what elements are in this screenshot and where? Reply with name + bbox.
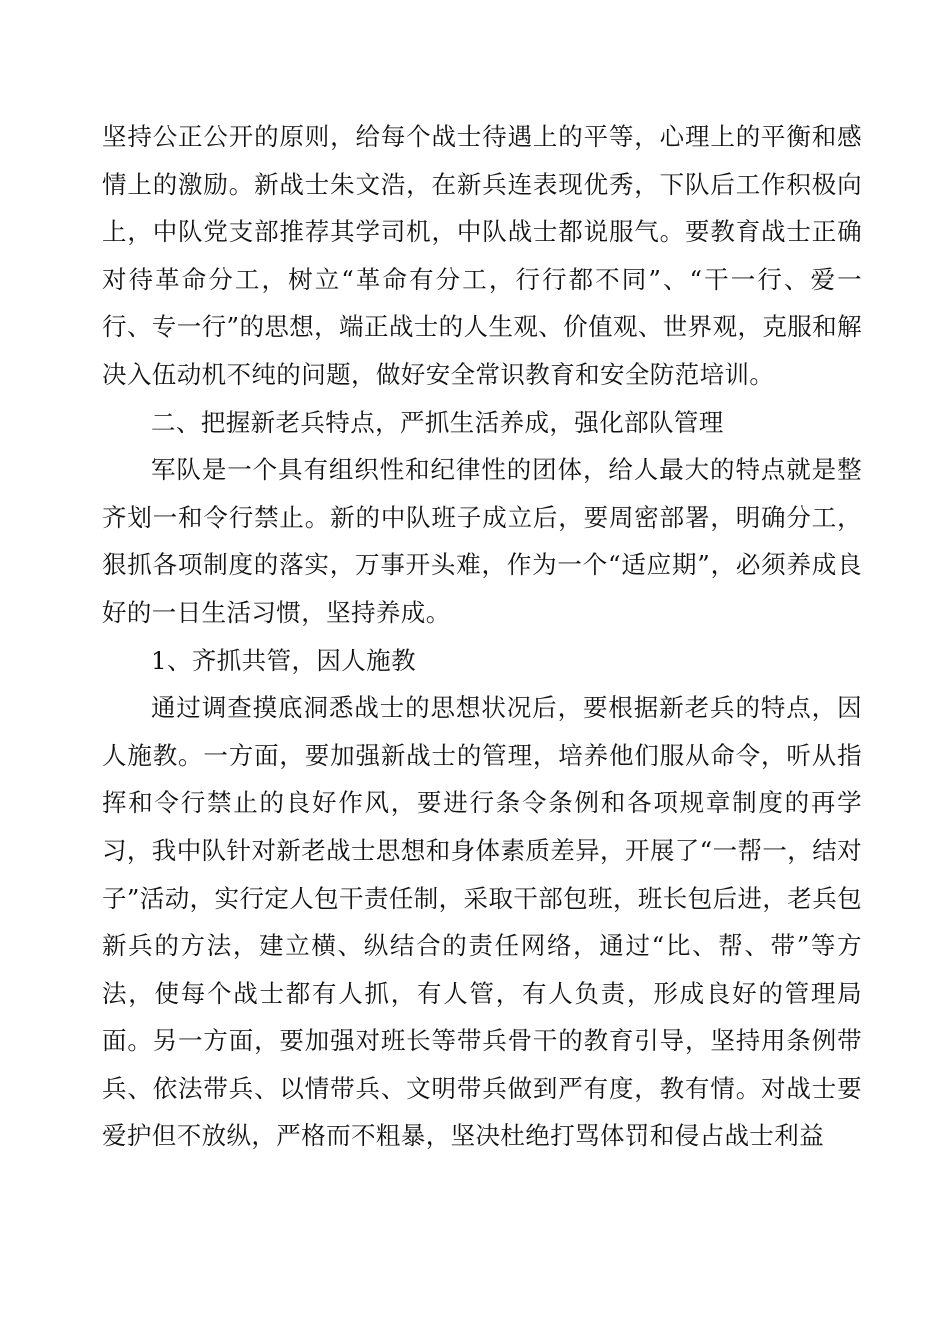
section-heading-2: 二、把握新老兵特点，严抓生活养成，强化部队管理	[151, 407, 724, 437]
paragraph-continuation: 坚持公正公开的原则，给每个战士待遇上的平等，心理上的平衡和感情上的激励。新战士朱文浩，在新兵连表现优秀，下队后工作积极向上，中队党支部推荐其学司机，中队战士都说服气。要教育战士正确对待革命分工，树立“革命有分工，行行都不同”、“干一行、爱一行、专一行”的思想，端正战士的人生观、价值观、世界观，克服和解决入伍动机不纯的问题，做好安全常识教育和安全防范培训。	[102, 122, 862, 389]
paragraph-teaching-by-individual: 通过调查摸底洞悉战士的思想状况后，要根据新老兵的特点，因人施教。一方面，要加强新战士的管理，培养他们服从命令，听从指挥和令行禁止的良好作风，要进行条令条例和各项规章制度的再学习，我中队针对新老战士思想和身体素质差异，开展了“一帮一，结对子”活动，实行定人包干责任制，采取干部包班，班长包后进，老兵包新兵的方法，建立横、纵结合的责任网络，通过“比、帮、带”等方法，使每个战士都有人抓，有人管，有人负责，形成良好的管理局面。另一方面，要加强对班长等带兵骨干的教育引导，坚持用条例带兵、依法带兵、以情带兵、文明带兵做到严有度，教有情。对战士要爱护但不放纵，严格而不粗暴，坚决杜绝打骂体罚和侵占战士利益	[102, 693, 862, 1151]
paragraph-military-discipline: 军队是一个具有组织性和纪律性的团体，给人最大的特点就是整齐划一和令行禁止。新的中队班子成立后，要周密部署，明确分工，狠抓各项制度的落实，万事开头难，作为一个“适应期”，必须养成良好的一日生活习惯，坚持养成。	[102, 455, 862, 627]
document-body	[102, 113, 862, 1160]
subsection-heading-1: 1、齐抓共管，因人施教	[151, 645, 416, 675]
